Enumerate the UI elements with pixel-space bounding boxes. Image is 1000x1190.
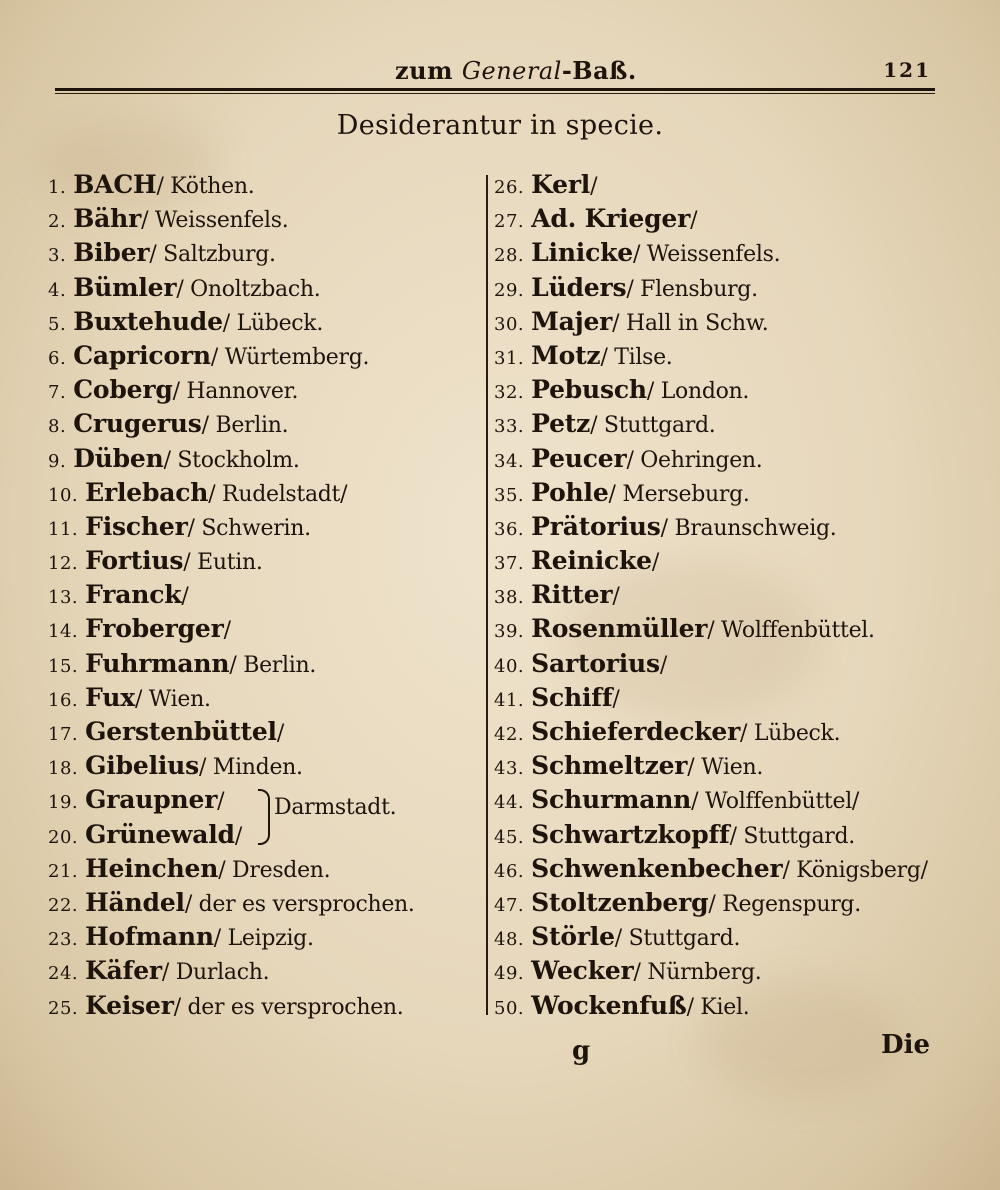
composer-place: / Rudelstadt/ [208, 481, 348, 507]
composer-name: Schwenkenbecher [531, 853, 783, 883]
composer-place: / [659, 652, 668, 678]
composer-name: Biber [73, 238, 150, 268]
list-item [494, 236, 944, 270]
composer-name: Stoltzenberg [531, 887, 709, 917]
list-item [494, 168, 944, 202]
column-divider [486, 175, 488, 1015]
entry-number: 37. [494, 553, 525, 575]
composer-place: / Oehringen. [626, 447, 763, 473]
list-item [494, 476, 944, 510]
list-item [48, 373, 478, 407]
list-item [48, 920, 478, 954]
list-item [494, 305, 944, 339]
entry-number: 25. [48, 997, 79, 1019]
list-item [494, 954, 944, 988]
right-column-list [494, 168, 944, 1023]
composer-name: Lüders [531, 272, 627, 302]
composer-name: Ritter [531, 580, 613, 610]
list-item [48, 339, 478, 373]
composer-place: / [690, 208, 698, 234]
list-item [48, 886, 478, 920]
list-item [48, 954, 478, 988]
list-item [494, 920, 944, 954]
entry-number: 18. [48, 758, 79, 780]
composer-name: Pebusch [531, 375, 647, 405]
list-item [48, 236, 478, 270]
entry-number: 29. [494, 279, 525, 301]
entry-number: 38. [494, 587, 525, 609]
composer-name: Ad. Krieger [531, 204, 691, 234]
composer-place: / Minden. [199, 755, 303, 781]
header-rule [55, 88, 935, 91]
composer-place: / Onoltzbach. [176, 276, 321, 302]
entry-number: 6. [48, 347, 67, 369]
signature-mark: g [572, 1036, 591, 1066]
entry-number: 48. [494, 929, 525, 951]
catchword: Die [881, 1030, 930, 1060]
entry-number: 50. [494, 997, 525, 1019]
list-item [494, 271, 944, 305]
composer-place: / London. [646, 379, 750, 405]
composer-place: / [276, 721, 284, 746]
running-title [395, 56, 637, 85]
composer-name: Heinchen [85, 853, 219, 883]
composer-place: / Nürnberg. [633, 960, 762, 986]
composer-name: Coberg [73, 375, 173, 405]
composer-name: Bümler [73, 272, 177, 302]
list-item [494, 989, 944, 1023]
composer-place: / Leipzig. [213, 926, 314, 952]
composer-place: / Eutin. [183, 550, 263, 576]
composer-name: Grünewald [85, 819, 235, 849]
list-item [494, 339, 944, 373]
list-item [48, 442, 478, 476]
composer-place: / Berlin. [229, 652, 317, 678]
list-item [494, 749, 944, 783]
list-item [48, 989, 478, 1023]
list-item [48, 168, 478, 202]
composer-name: Störle [531, 922, 615, 952]
composer-name: Schurmann [531, 785, 692, 815]
list-item [48, 852, 478, 886]
entry-number: 31. [494, 347, 525, 369]
composer-place: / Braunschweig. [660, 515, 837, 541]
list-item [48, 202, 478, 236]
list-item [494, 783, 944, 817]
composer-name: Reinicke [531, 546, 652, 576]
entry-number: 15. [48, 655, 79, 677]
entry-number: 1. [48, 177, 67, 198]
composer-place: / Wien. [687, 755, 764, 781]
composer-place: / Kiel. [686, 994, 750, 1020]
composer-name: Kerl [531, 170, 591, 199]
list-item [494, 715, 944, 749]
entry-number: 27. [494, 211, 525, 233]
list-item [494, 544, 944, 578]
entry-number: 14. [48, 621, 79, 643]
list-item [48, 271, 478, 305]
entry-number: 49. [494, 963, 525, 985]
composer-place: / Schwerin. [187, 515, 311, 541]
list-item [48, 681, 478, 715]
composer-place: / [181, 584, 189, 610]
composer-name: Erlebach [85, 477, 209, 507]
entry-number: 12. [48, 553, 79, 575]
composer-name: Schwartzkopff [531, 819, 730, 849]
composer-place: / Stuttgard. [729, 823, 855, 849]
composer-name: Bähr [73, 204, 142, 234]
list-item [48, 715, 478, 749]
list-item [494, 407, 944, 441]
running-title-pre: zum [395, 56, 462, 85]
entry-number: 36. [494, 518, 525, 540]
composer-name: Gibelius [85, 751, 200, 781]
composer-place: / Stuttgard. [590, 413, 716, 439]
list-item [48, 647, 478, 681]
composer-place: / Tilse. [600, 344, 673, 370]
composer-name: Pohle [531, 477, 609, 507]
composer-name: Graupner [85, 785, 218, 815]
composer-place: / [612, 584, 620, 610]
entry-number: 9. [48, 450, 67, 472]
composer-name: Käfer [85, 956, 162, 986]
entry-number: 24. [48, 963, 79, 985]
entry-number: 19. [48, 792, 79, 814]
composer-name: Petz [531, 409, 591, 439]
composer-name: Fuhrmann [85, 648, 230, 678]
entry-number: 43. [494, 758, 525, 780]
entry-number: 42. [494, 724, 525, 745]
entry-number: 3. [48, 245, 67, 267]
composer-name: Fortius [85, 546, 184, 576]
list-item [494, 202, 944, 236]
entry-number: 41. [494, 689, 525, 711]
composer-place: / Hannover. [172, 379, 299, 405]
entry-number: 22. [48, 894, 79, 916]
composer-name: Hofmann [85, 922, 214, 952]
composer-place: / Lübeck. [222, 310, 324, 336]
list-item [48, 578, 478, 612]
list-item [494, 818, 944, 852]
left-column-list [48, 168, 478, 1023]
composer-place: / [217, 789, 225, 815]
list-item [494, 373, 944, 407]
composer-name: Schiff [531, 682, 613, 712]
list-item [494, 578, 944, 612]
composer-place: / Hall in Schw. [612, 310, 769, 336]
entry-number: 13. [48, 587, 79, 609]
composer-place: / Merseburg. [608, 481, 750, 507]
composer-name: Fischer [85, 511, 188, 541]
list-item [494, 852, 944, 886]
composer-name: Sartorius [531, 648, 660, 678]
composer-name: Peucer [531, 443, 627, 473]
composer-place: / Durlach. [161, 960, 270, 986]
composer-place: / [223, 618, 231, 644]
composer-place: / der es versprochen. [173, 994, 404, 1020]
composer-place: / Würtemberg. [210, 344, 370, 370]
entry-number: 40. [494, 655, 525, 677]
composer-place: / Weissenfels. [141, 208, 289, 234]
entry-number: 45. [494, 826, 525, 848]
composer-place: / Wien. [134, 686, 211, 712]
entry-number: 11. [48, 518, 79, 540]
entry-number: 34. [494, 450, 525, 472]
list-item [48, 510, 478, 544]
entry-number: 21. [48, 860, 79, 882]
composer-name: Majer [531, 306, 613, 336]
composer-name: Motz [531, 340, 601, 370]
composer-name: Froberger [85, 614, 224, 644]
composer-place: / Wolffenbüttel/ [691, 789, 860, 815]
entry-number: 30. [494, 313, 525, 335]
composer-name: Linicke [531, 238, 633, 268]
brace-label: Darmstadt. [274, 795, 397, 820]
page-header [55, 50, 935, 96]
composer-place: / [234, 823, 242, 849]
entry-number: 8. [48, 416, 67, 438]
composer-place: / Dresden. [218, 857, 331, 883]
composer-name: Wockenfuß [531, 990, 687, 1020]
list-item [494, 886, 944, 920]
entry-number: 46. [494, 860, 525, 882]
list-item [494, 612, 944, 646]
entry-number: 23. [48, 929, 79, 951]
list-item [48, 544, 478, 578]
entry-number: 39. [494, 621, 525, 643]
composer-name: Capricorn [73, 340, 211, 370]
composer-name: Schieferdecker [531, 717, 741, 746]
composer-name: Prätorius [531, 511, 661, 541]
composer-place: / [612, 686, 620, 712]
composer-place: / Wolffenbüttel. [707, 618, 875, 644]
list-item [48, 749, 478, 783]
composer-name: Schmeltzer [531, 751, 688, 781]
entry-number: 28. [494, 245, 525, 267]
entry-number: 26. [494, 177, 525, 198]
composer-place: / Regenspurg. [708, 891, 861, 917]
composer-name: Fux [85, 682, 135, 712]
list-item [494, 681, 944, 715]
composer-name: Keiser [85, 990, 174, 1020]
composer-name: Händel [85, 887, 185, 917]
list-item [48, 407, 478, 441]
running-title-italic: General [461, 57, 562, 85]
composer-name: Gerstenbüttel [85, 717, 277, 746]
composer-place: / der es versprochen. [184, 891, 415, 917]
entry-number: 32. [494, 382, 525, 404]
composer-place: / [590, 174, 598, 199]
composer-place: / Weissenfels. [632, 242, 781, 268]
brace-bracket [258, 789, 270, 845]
entry-number: 16. [48, 689, 79, 711]
composer-place: / Stockholm. [163, 447, 300, 473]
composer-place: / Köthen. [156, 174, 255, 199]
entry-number: 47. [494, 894, 525, 916]
entry-number: 35. [494, 484, 525, 506]
list-item [48, 612, 478, 646]
entry-number: 44. [494, 792, 525, 814]
composer-name: Franck [85, 580, 182, 610]
entry-number: 7. [48, 382, 67, 404]
composer-place: / Königsberg/ [782, 857, 928, 883]
entry-number: 4. [48, 279, 67, 301]
composer-name: BACH [73, 170, 157, 199]
page-number: 121 [883, 58, 931, 82]
list-item [494, 510, 944, 544]
composer-name: Buxtehude [73, 306, 223, 336]
composer-place: / Berlin. [201, 413, 289, 439]
composer-place: / Stuttgard. [614, 926, 741, 952]
list-item [494, 442, 944, 476]
list-item [48, 305, 478, 339]
entry-number: 20. [48, 826, 79, 848]
list-item [494, 647, 944, 681]
composer-name: Wecker [531, 956, 634, 986]
running-title-post: -Baß. [561, 56, 637, 85]
entry-number: 17. [48, 724, 79, 745]
header-rule-thin [55, 93, 935, 94]
composer-name: Düben [73, 443, 164, 473]
section-heading: Desiderantur in specie. [336, 110, 664, 141]
list-item [48, 476, 478, 510]
entry-number: 5. [48, 313, 67, 335]
entry-number: 10. [48, 484, 79, 506]
composer-place: / Flensburg. [626, 276, 758, 302]
entry-number: 2. [48, 211, 67, 233]
composer-place: / [651, 550, 659, 576]
composer-name: Rosenmüller [531, 614, 708, 644]
entry-number: 33. [494, 416, 525, 438]
composer-place: / Lübeck. [740, 721, 841, 746]
composer-name: Crugerus [73, 409, 202, 439]
composer-place: / Saltzburg. [149, 242, 276, 268]
